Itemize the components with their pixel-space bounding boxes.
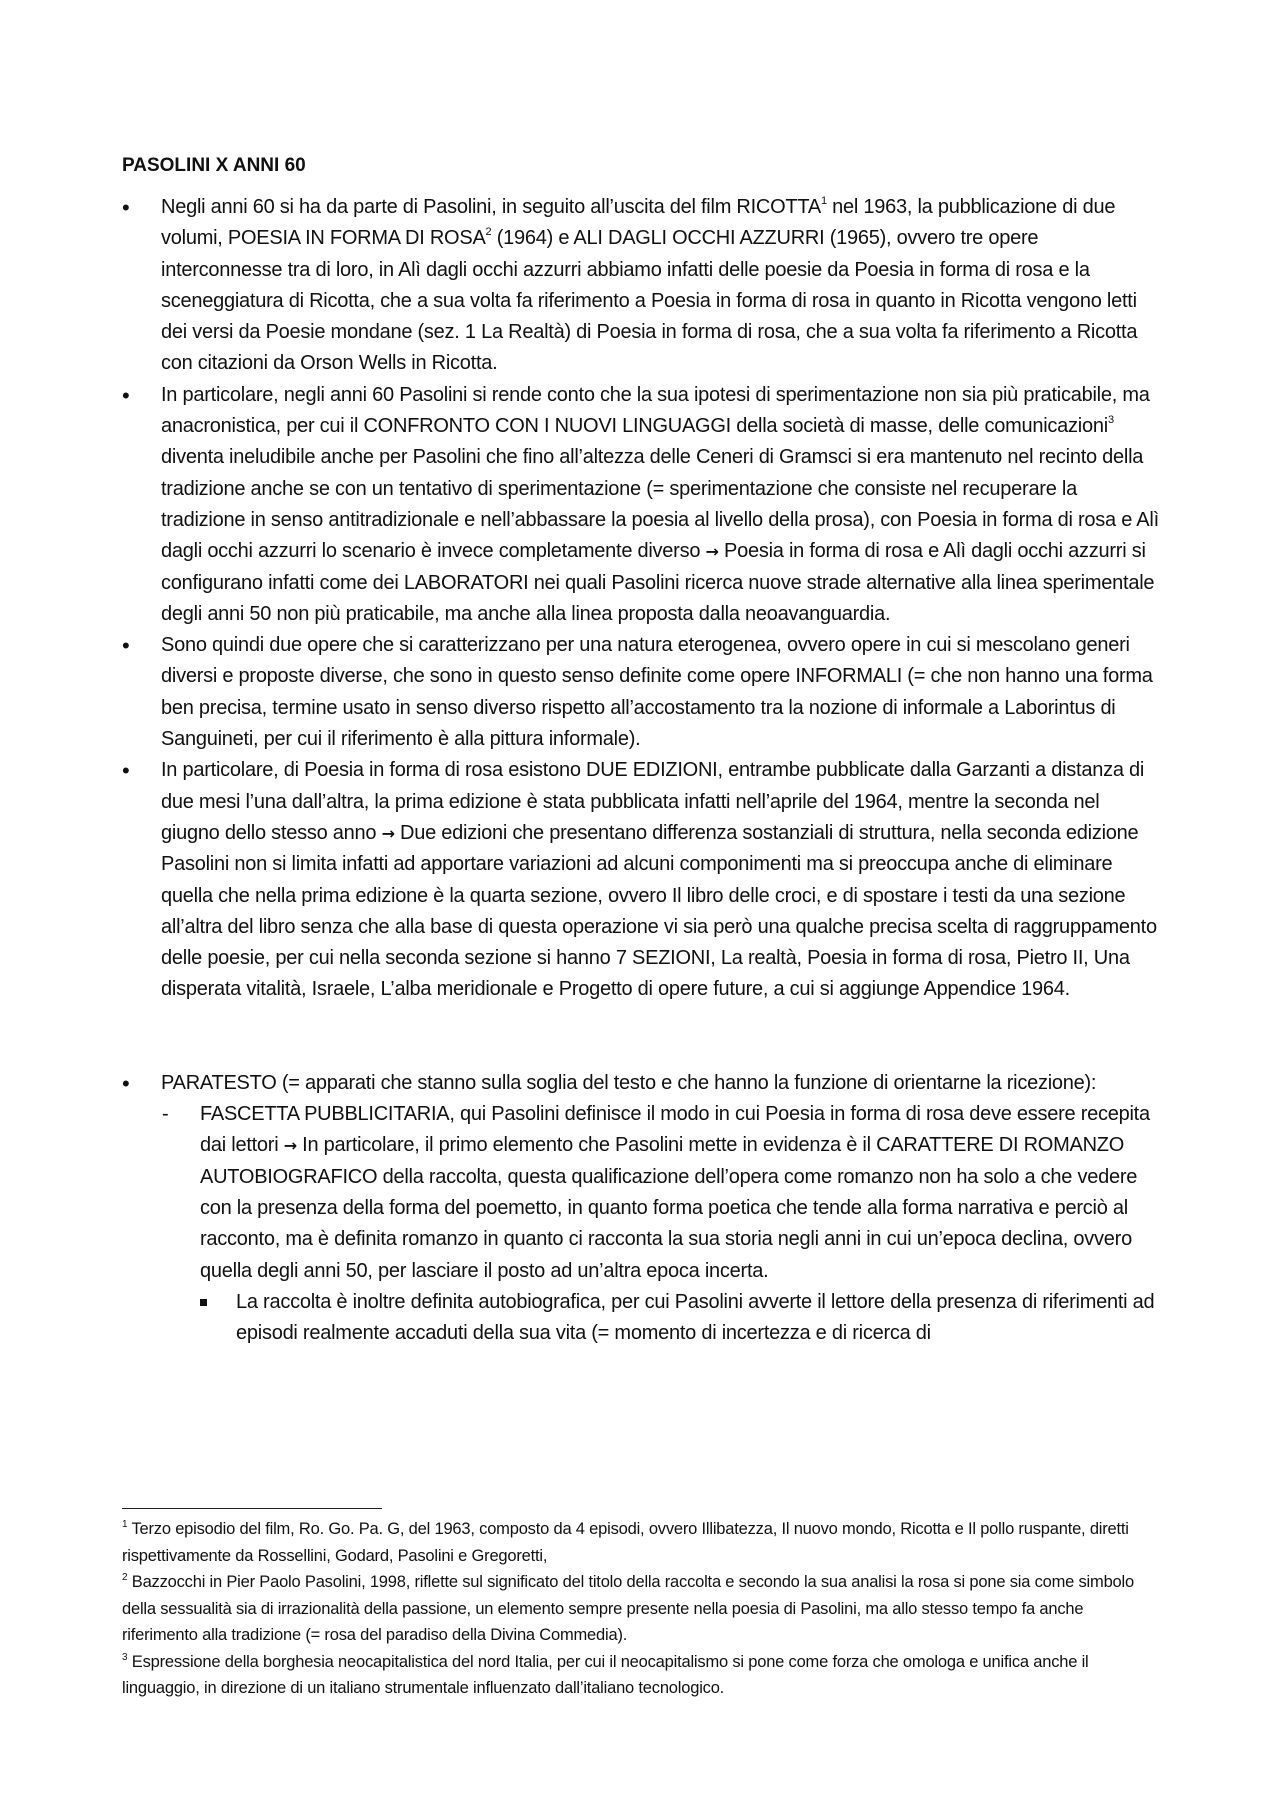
text-run: (1964) e ALI DAGLI OCCHI AZZURRI (1965), ovvero tre opere interconnesse tra di loro, in Alì dagli occhi azzurri abbiamo infatti delle poesie da Poesia in forma di rosa e la sceneggiatura di Ricotta, che a sua volta fa riferimento a Poesia in forma di rosa in quanto in Ricotta vengono letti dei versi da Poesie mondane (sez. 1 La Realtà) di Poesia in forma di rosa, che a sua volta fa riferimento a Ricotta con citazioni da Orson Wells in Ricotta. [161,227,1138,375]
text-run: nel 1963, la pubblicazione di due volumi, POESIA IN FORMA DI ROSA [161,196,1116,250]
paratesto-list [122,1068,1162,1350]
dash-list [161,1099,1162,1349]
main-bullet-list [122,192,1162,1006]
text-run: PARATESTO (= apparati che stanno sulla soglia del testo e che hanno la funzione di orientarne la ricezione): [161,1071,1097,1094]
fascetta-text [200,1099,1162,1287]
footnote-text: Bazzocchi in Pier Paolo Pasolini, 1998, riflette sul significato del titolo della raccolta e secondo la sua analisi la rosa si pone sia come simbolo della sessualità sia di irrazionalità della passione, un elemento sempre presente nella poesia di Pasolini, ma allo stesso tempo fa anche riferimento alla tradizione (= rosa del paradiso della Divina Commedia). [122,1573,1134,1644]
footnote-reference[interactable]: 3 [1107,414,1114,427]
bullet-item [122,192,1162,380]
document-title: PASOLINI X ANNI 60 [122,155,306,176]
bullet-item [122,755,1162,1005]
text-run: Due edizioni che presentano differenza sostanziali di struttura, nella seconda edizione Pasolini non si limita infatti ad apportare variazioni ad alcuni componimenti ma si preoccupa anche di eliminare quella che nella prima edizione è la quarta sezione, ovvero Il libro delle croci, e di spostare i testi da una sezione all’altra del libro senza che alla base di questa operazione vi sia però una qualche precisa scelta di raggruppamento delle poesie, per cui nella seconda sezione si hanno 7 SEZIONI, La realtà, Poesia in forma di rosa, Pietro II, Una disperata vitalità, Israele, L’alba meridionale e Progetto di opere future, a cui si aggiunge Appendice 1964. [161,821,1157,1001]
footnote-number: 3 [122,1651,128,1663]
arrow-right-icon: → [381,823,395,843]
footnote-1 [122,1516,1162,1569]
document-body [122,192,1162,1349]
footnote-reference[interactable]: 1 [820,195,827,207]
section-spacer [122,1006,1162,1068]
text-run: Sono quindi due opere che si caratterizzano per una natura eterogenea, ovvero opere in cui si mescolano generi diversi e proposte diverse, che sono in questo senso definite come opere INFORMALI (= che non hanno una forma ben precisa, termine usato in senso diverso rispetto all’accostamento tra la nozione di informale a Laborintus di Sanguineti, per cui il riferimento è alla pittura informale). [161,634,1153,751]
text-run: Negli anni 60 si ha da parte di Pasolini, in seguito all’uscita del film RICOTTA [161,196,821,218]
text-run: In particolare, negli anni 60 Pasolini si rende conto che la sua ipotesi di sperimentazione non sia più praticabile, ma anacronistica, per cui il CONFRONTO CON I NUOVI LINGUAGGI della società di masse, delle comunicazioni [161,383,1150,438]
arrow-right-icon: → [283,1136,297,1156]
text-run: Poesia in forma di rosa e Alì dagli occhi azzurri si configurano infatti come dei LABORATORI nei quali Pasolini ricerca nuove strade alternative alla linea sperimentale degli anni 50 non più praticabile, ma anche alla linea proposta dalla neoavanguardia. [161,540,1155,625]
footnote-text: Terzo episodio del film, Ro. Go. Pa. G, del 1963, composto da 4 episodi, ovvero Illibatezza, Il nuovo mondo, Ricotta e Il pollo ruspante, diretti rispettivamente da Rossellini, Godard, Pasolini e Gregoretti, [122,1520,1129,1565]
text-run: In particolare, di Poesia in forma di rosa esistono DUE EDIZIONI, entrambe pubblicate dalla Garzanti a distanza di due mesi l’una dall’altra, la prima edizione è stata pubblicata infatti nell’aprile del 1964, mentre la seconda nel giugno dello stesso anno [161,759,1145,844]
text-run: La raccolta è inoltre definita autobiografica, per cui Pasolini avverte il lettore della presenza di riferimenti ad episodi realmente accaduti della sua vita (= momento di incertezza e di ricerca di [236,1290,1155,1345]
footnote-reference[interactable]: 2 [485,226,492,239]
text-run: In particolare, il primo elemento che Pasolini mette in evidenza è il CARATTERE DI ROMANZO AUTOBIOGRAFICO della raccolta, questa qualificazione dell’opera come romanzo non ha solo a che vedere con la presenza della forma del poemetto, in quanto forma poetica che tende alla forma narrativa e perciò al racconto, ma è definita romanzo in quanto ci racconta la sua storia negli anni in cui un’epoca declina, ovvero quella degli anni 50, per lasciare il posto ad un’altra epoca incerta. [200,1134,1138,1282]
text-run: FASCETTA PUBBLICITARIA, qui Pasolini definisce il modo in cui Poesia in forma di rosa deve essere recepita dai lettori [200,1103,1150,1157]
square-item [200,1287,1162,1350]
bullet-item-paratesto [122,1068,1162,1350]
dash-item-fascetta [161,1099,1162,1349]
footnote-text: Espressione della borghesia neocapitalistica del nord Italia, per cui il neocapitalismo si pone come forza che omologa e unifica anche il linguaggio, in direzione di un italiano strumentale influenzato dall’italiano tecnologico. [122,1652,1089,1697]
text-run: diventa ineludibile anche per Pasolini che fino all’altezza delle Ceneri di Gramsci si era mantenuto nel recinto della tradizione anche se con un tentativo di sperimentazione (= sperimentazione che consiste nel recuperare la tradizione in senso antitradizionale e nell’abbassare la poesia al livello della prosa), con Poesia in forma di rosa e Alì dagli occhi azzurri lo scenario è invece completamente diverso [161,446,1159,563]
paratesto-text [161,1068,1162,1099]
square-list [200,1287,1162,1350]
footnote-number: 1 [122,1519,128,1530]
document-page [122,150,1162,1349]
bullet-item [122,630,1162,755]
footnotes [122,1516,1162,1702]
footnote-3 [122,1649,1162,1702]
footnote-separator [122,1508,382,1509]
arrow-right-icon: → [705,542,719,562]
footnote-2 [122,1569,1162,1649]
footnote-number: 2 [122,1572,128,1583]
bullet-item [122,380,1162,630]
